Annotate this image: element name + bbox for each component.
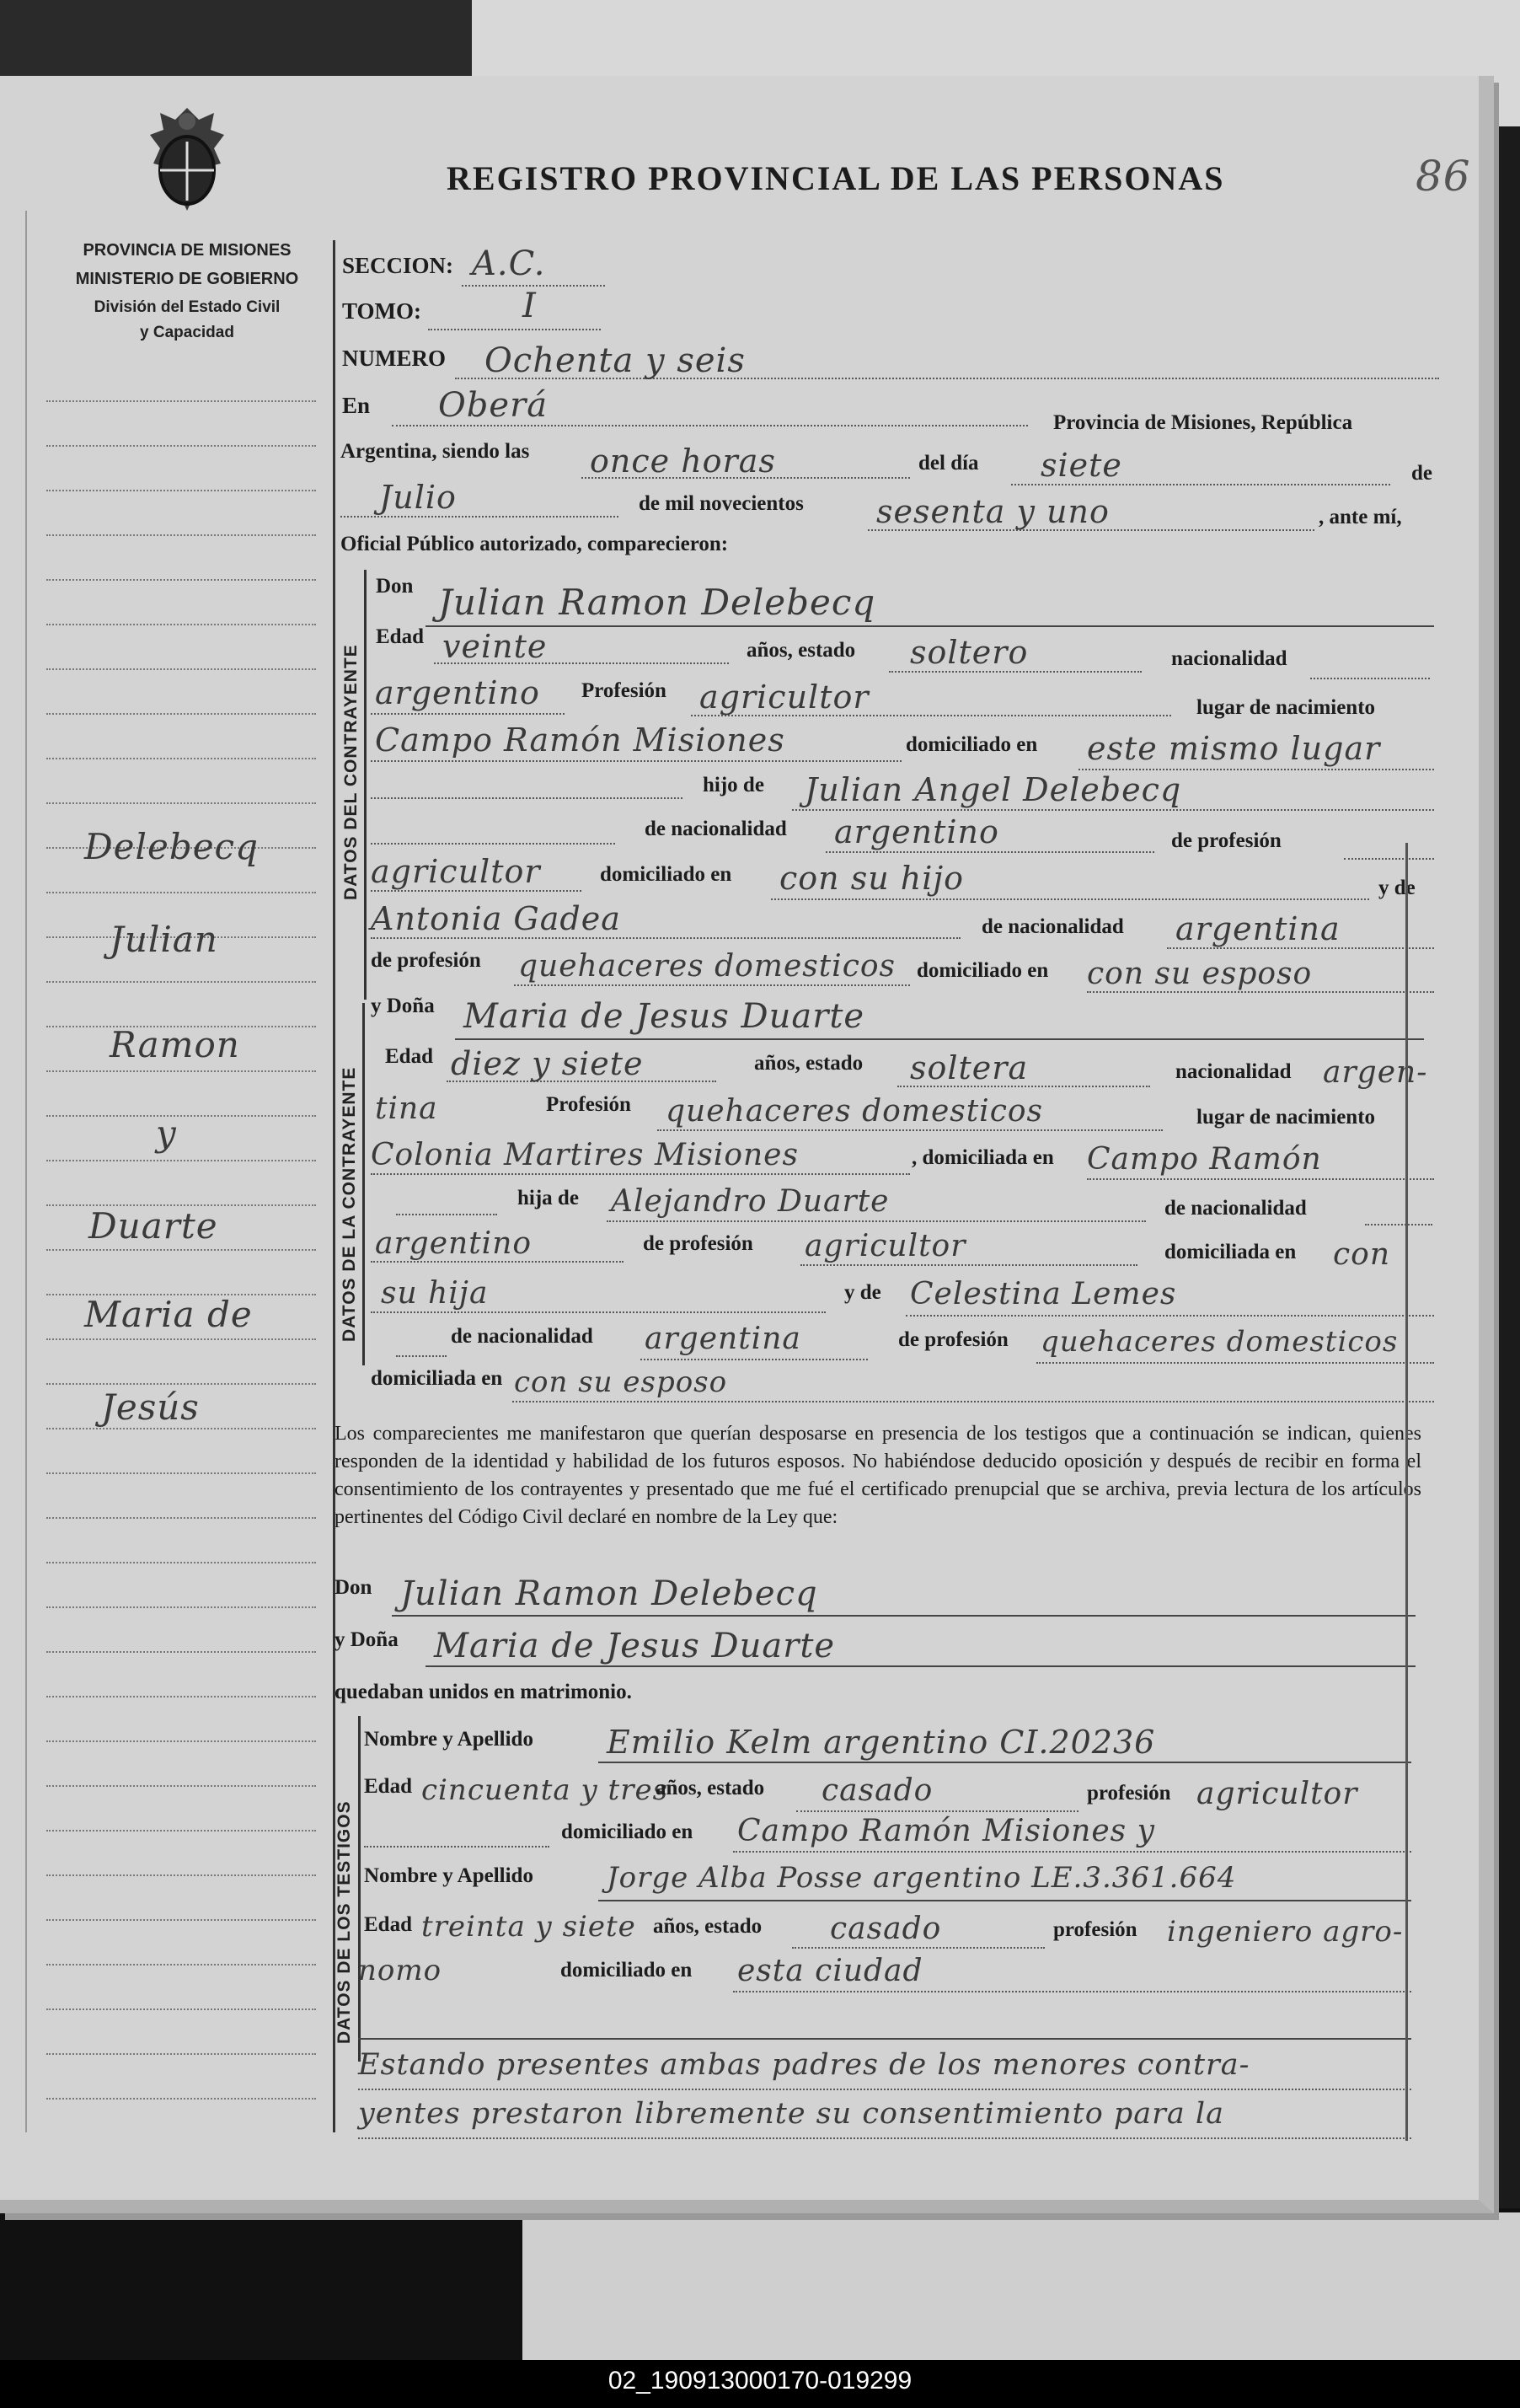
- groom-padre-prof-label: de profesión: [1171, 829, 1282, 852]
- t2-edad: treinta y siete: [421, 1910, 636, 1944]
- tomo-value: I: [522, 287, 537, 325]
- t1-nombre: Emilio Kelm argentino CI.20236: [607, 1724, 1156, 1761]
- margin-line: [46, 1338, 316, 1340]
- bride-lugar-label: lugar de nacimiento: [1196, 1106, 1376, 1129]
- provincia-text: Provincia de Misiones, República: [1053, 411, 1353, 434]
- t2-nombre-line: [598, 1900, 1411, 1901]
- t2-estado-line: [792, 1947, 1045, 1949]
- groom-domiciliado-label: domiciliado en: [906, 733, 1038, 756]
- margin-line: [46, 1964, 316, 1966]
- contrayente-section-label: DATOS DEL CONTRAYENTE: [341, 644, 361, 900]
- t2-domiciliado-label: domiciliado en: [560, 1959, 693, 1982]
- right-rule: [1405, 843, 1408, 2141]
- t2-profesion: ingeniero agro-: [1167, 1915, 1404, 1949]
- org-line-4: y Capacidad: [140, 324, 234, 341]
- image-caption: 02_190913000170-019299: [607, 2367, 913, 2395]
- t2-nombre: Jorge Alba Posse argentino LE.3.361.664: [607, 1861, 1237, 1895]
- numero-value: Ochenta y seis: [484, 341, 746, 380]
- t1-domicilio-line: [733, 1851, 1411, 1853]
- bride-nacionalidad-label: nacionalidad: [1175, 1060, 1292, 1083]
- groom-padre: Julian Angel Delebecq: [805, 771, 1182, 808]
- groom-anos-estado: años, estado: [747, 639, 856, 662]
- background-bottom-light: [522, 2212, 1520, 2360]
- margin-note-3: Ramon: [110, 1024, 240, 1065]
- margin-line: [46, 2053, 316, 2055]
- numero-label: NUMERO: [342, 346, 446, 371]
- margin-line: [46, 713, 316, 715]
- bride-madre: Celestina Lemes: [910, 1277, 1177, 1311]
- t1-edad-label: Edad: [364, 1775, 412, 1798]
- t1-estado: casado: [822, 1773, 934, 1808]
- testigos-bracket: [358, 1716, 361, 2062]
- margin-note-5: Duarte: [88, 1205, 218, 1247]
- bride-madre-dom-label: domiciliada en: [371, 1367, 503, 1390]
- decl-don-line: [392, 1615, 1416, 1617]
- margin-line: [46, 1606, 316, 1608]
- bride-padre-nac-label: de nacionalidad: [1164, 1197, 1307, 1220]
- t1-edad: cincuenta y tres: [421, 1773, 669, 1807]
- groom-madre-nac-line: [1167, 947, 1434, 949]
- bride-padre-nacionalidad: argentino: [375, 1226, 533, 1261]
- margin-line: [46, 758, 316, 759]
- margin-line: [46, 1249, 316, 1251]
- groom-profesion: agricultor: [699, 678, 870, 716]
- groom-lugar-line: [371, 760, 902, 762]
- groom-lugar-label: lugar de nacimiento: [1196, 696, 1376, 719]
- margin-line: [46, 1517, 316, 1519]
- bride-profesion: quehaceres domesticos: [666, 1094, 1044, 1129]
- t2-anos-estado: años, estado: [653, 1915, 763, 1938]
- bride-madre-prof-line: [1036, 1362, 1434, 1364]
- nota-line-bottom: [358, 2137, 1411, 2139]
- margin-line: [46, 1472, 316, 1474]
- margin-line: [46, 445, 316, 447]
- nota-line-2: yentes prestaron libremente su consentimiento para la: [358, 2097, 1224, 2131]
- bride-padre-prof-label: de profesión: [643, 1232, 753, 1255]
- dona-line: [455, 1038, 1424, 1040]
- margin-line: [46, 802, 316, 804]
- groom-estado: soltero: [910, 634, 1029, 671]
- groom-padre-prof-line: [1344, 858, 1434, 860]
- groom-madre-nac-label: de nacionalidad: [982, 915, 1124, 938]
- en-label: En: [342, 393, 371, 418]
- groom-madre-dom-line: [1087, 991, 1434, 993]
- bride-edad-label: Edad: [385, 1045, 433, 1068]
- tomo-line: [428, 329, 601, 330]
- en-value: Oberá: [438, 386, 549, 425]
- tomo-label: TOMO:: [342, 298, 421, 324]
- don-line: [425, 625, 1434, 627]
- t1-domicilio: Campo Ramón Misiones y: [737, 1814, 1155, 1848]
- seccion-value: A.C.: [472, 244, 546, 283]
- groom-y-de-label: y de: [1378, 877, 1416, 899]
- bride-anos-estado: años, estado: [754, 1052, 864, 1075]
- groom-padre-nac-label: de nacionalidad: [645, 818, 787, 840]
- groom-nacionalidad-label: nacionalidad: [1171, 647, 1287, 670]
- nota-line-mid: [358, 2089, 1411, 2090]
- en-line: [392, 425, 1028, 426]
- groom-name: Julian Ramon Delebecq: [438, 582, 876, 623]
- margin-line: [46, 2098, 316, 2100]
- decl-dona-label: y Doña: [335, 1628, 399, 1651]
- decl-don-label: Don: [335, 1576, 372, 1599]
- bride-nacionalidad-b: tina: [375, 1091, 438, 1126]
- t2-profesion-label: profesión: [1053, 1918, 1137, 1941]
- margin-line: [46, 1919, 316, 1921]
- bride-madre-nac-line: [640, 1359, 868, 1360]
- decl-don-name: Julian Ramon Delebecq: [400, 1574, 818, 1613]
- mes-line: [340, 516, 618, 518]
- bride-madre-prof-label: de profesión: [898, 1328, 1009, 1351]
- bride-padre-nac-line: [1365, 1224, 1432, 1225]
- margin-line: [46, 1562, 316, 1563]
- t2-nombre-label: Nombre y Apellido: [364, 1864, 533, 1887]
- margin-line: [46, 1383, 316, 1385]
- bride-padre-nac-line2: [371, 1261, 624, 1263]
- groom-madre-dom-label: domiciliado en: [917, 959, 1049, 982]
- anio-value: sesenta y uno: [876, 493, 1110, 530]
- margin-line: [46, 668, 316, 670]
- margin-line: [46, 400, 316, 402]
- groom-madre-prof-label: de profesión: [371, 949, 481, 972]
- decl-unidos: quedaban unidos en matrimonio.: [335, 1681, 632, 1703]
- bride-profesion-line: [657, 1129, 1163, 1131]
- bride-hija-de-label: hija de: [517, 1187, 579, 1209]
- org-line-1: PROVINCIA DE MISIONES: [83, 241, 292, 260]
- margin-line: [46, 1115, 316, 1117]
- bride-padre-domicilio-a: con: [1333, 1237, 1391, 1272]
- groom-edad-label: Edad: [376, 625, 424, 648]
- margin-line: [46, 1070, 316, 1072]
- groom-padre-line: [792, 809, 1434, 811]
- bride-lugar-line: [371, 1173, 910, 1175]
- decl-dona-name: Maria de Jesus Duarte: [434, 1627, 836, 1665]
- bride-padre-profesion: agricultor: [805, 1229, 966, 1263]
- margin-line: [46, 1651, 316, 1653]
- contrayente-bracket: [364, 570, 367, 1000]
- margin-rule: [25, 211, 29, 2132]
- argentina-text: Argentina, siendo las: [340, 440, 530, 463]
- bride-blank-line2: [396, 1355, 447, 1357]
- groom-domicilio: este mismo lugar: [1087, 730, 1381, 767]
- margin-line: [46, 534, 316, 536]
- bride-padre-line: [607, 1220, 1146, 1222]
- groom-hijo-de-label: hijo de: [703, 774, 764, 796]
- bride-domicilio-line: [1087, 1178, 1434, 1180]
- ante-text: , ante mí,: [1319, 506, 1402, 528]
- oficial-text: Oficial Público autorizado, comparecieron:: [340, 533, 729, 555]
- margin-note-2: Julian: [110, 919, 218, 960]
- org-line-2: MINISTERIO DE GOBIERNO: [75, 270, 299, 288]
- groom-madre-nacionalidad: argentina: [1175, 910, 1341, 947]
- bride-padre-dom-line: [371, 1311, 826, 1313]
- t1-profesion-label: profesión: [1087, 1782, 1171, 1805]
- groom-madre-domicilio: con su esposo: [1087, 957, 1313, 991]
- t2-profesion-b: nomo: [358, 1954, 442, 1987]
- margin-line: [46, 1740, 316, 1742]
- margin-line: [46, 2008, 316, 2010]
- groom-edad: veinte: [442, 628, 548, 665]
- groom-padre-dom-line: [771, 898, 1369, 900]
- declaration-paragraph: Los comparecientes me manifestaron que querían desposarse en presencia de los testigos que a continuación se indican, quienes responden de la identidad y habilidad de los futuros esposos. No habiéndose deducido oposición y después de recibir en forma el consentimiento de los contrayentes y presentado que me fué el certificado prenupcial que se archiva, previa lectura de los artículos pertinentes del Código Civil declaré en nombre de la Ley que:: [335, 1423, 1421, 1528]
- bride-estado: soltera: [910, 1049, 1029, 1086]
- dia-value: siete: [1041, 447, 1122, 484]
- margin-line: [46, 1428, 316, 1429]
- contrayente2-bracket: [362, 1003, 365, 1365]
- page-title: REGISTRO PROVINCIAL DE LAS PERSONAS: [447, 159, 1225, 197]
- bride-domicilio: Campo Ramón: [1087, 1142, 1322, 1177]
- bride-profesion-label: Profesión: [546, 1093, 631, 1116]
- hora-value: once horas: [590, 442, 776, 480]
- bride-madre-nac-label: de nacionalidad: [451, 1325, 593, 1348]
- margin-line: [46, 1160, 316, 1161]
- dia-line: [1011, 484, 1390, 485]
- margin-line: [46, 1874, 316, 1876]
- de-text: de: [1411, 462, 1432, 485]
- groom-madre-prof-line: [514, 984, 910, 986]
- bride-y-de-label: y de: [844, 1281, 881, 1304]
- coat-of-arms-icon: [136, 101, 238, 219]
- contrayente2-section-label: DATOS DE LA CONTRAYENTE: [340, 1066, 359, 1342]
- margin-note-1: Delebecq: [84, 826, 259, 867]
- t1-blank-line: [364, 1846, 549, 1848]
- mes-value: Julio: [379, 479, 457, 516]
- bride-madre-line: [906, 1315, 1434, 1317]
- nota-line-1: Estando presentes ambas padres de los menores contra-: [358, 2048, 1250, 2082]
- t1-anos-estado: años, estado: [656, 1777, 765, 1799]
- page-number: 86: [1416, 152, 1471, 201]
- bride-padre-dom-label: domiciliada en: [1164, 1241, 1297, 1263]
- groom-padre-domicilio: con su hijo: [779, 860, 965, 897]
- t2-estado: casado: [830, 1912, 942, 1946]
- t1-domiciliado-label: domiciliado en: [561, 1821, 693, 1843]
- groom-madre: Antonia Gadea: [371, 900, 621, 937]
- groom-padre-dom-label: domiciliado en: [600, 863, 732, 886]
- t1-nombre-line: [598, 1762, 1411, 1763]
- bride-edad: diez y siete: [451, 1045, 644, 1082]
- t2-domicilio-line: [733, 1991, 1411, 1992]
- bride-lugar: Colonia Martires Misiones: [371, 1138, 799, 1172]
- decl-dona-line: [425, 1665, 1416, 1667]
- groom-nacionalidad: argentino: [375, 674, 540, 711]
- margin-line: [46, 490, 316, 491]
- groom-blank-line2: [371, 843, 615, 845]
- don-label: Don: [376, 575, 414, 598]
- groom-madre-line: [371, 937, 961, 939]
- bride-madre-nacionalidad: argentina: [645, 1322, 801, 1356]
- margin-line: [46, 579, 316, 581]
- margin-note-7: Jesús: [101, 1386, 200, 1428]
- nota-line-top: [358, 2038, 1411, 2040]
- bride-padre-domicilio-b: su hija: [381, 1276, 489, 1311]
- testigos-section-label: DATOS DE LOS TESTIGOS: [335, 1800, 354, 2044]
- margin-note-6: Maria de: [84, 1294, 253, 1335]
- bride-blank-line: [396, 1214, 497, 1215]
- margin-line: [46, 1696, 316, 1697]
- bride-madre-profesion: quehaceres domesticos: [1041, 1325, 1399, 1359]
- groom-nac-line: [1310, 678, 1430, 679]
- groom-blank-line: [371, 797, 682, 799]
- groom-profesion-label: Profesión: [581, 679, 666, 702]
- margin-line: [46, 1830, 316, 1831]
- t2-edad-label: Edad: [364, 1913, 412, 1936]
- bride-domiciliada-label: , domiciliada en: [912, 1146, 1054, 1169]
- bride-madre-dom-line: [512, 1401, 1434, 1402]
- margin-line: [46, 981, 316, 983]
- t1-nombre-label: Nombre y Apellido: [364, 1728, 533, 1751]
- bride-padre: Alejandro Duarte: [611, 1184, 890, 1219]
- margin-line: [46, 892, 316, 893]
- groom-padre-nac-line: [826, 851, 1154, 853]
- groom-madre-profesion: quehaceres domesticos: [518, 949, 896, 984]
- seccion-label: SECCION:: [342, 253, 454, 278]
- bride-padre-prof-line: [800, 1264, 1137, 1266]
- groom-nac-line2: [371, 713, 565, 715]
- del-dia-text: del día: [918, 452, 979, 475]
- margin-line: [46, 1785, 316, 1787]
- margin-line: [46, 624, 316, 625]
- groom-padre-profesion: agricultor: [371, 853, 541, 890]
- groom-lugar: Campo Ramón Misiones: [375, 721, 785, 759]
- org-line-3: División del Estado Civil: [94, 298, 281, 316]
- t1-profesion: agricultor: [1196, 1777, 1358, 1811]
- groom-padre-prof-line2: [371, 890, 581, 892]
- groom-estado-line: [889, 671, 1142, 673]
- groom-padre-nacionalidad: argentino: [834, 813, 999, 850]
- dona-label: y Doña: [371, 995, 435, 1017]
- bride-name: Maria de Jesus Duarte: [463, 997, 865, 1036]
- groom-domicilio-line: [1078, 769, 1434, 770]
- mil-text: de mil novecientos: [639, 492, 804, 515]
- margin-note-4: y: [156, 1113, 177, 1154]
- t1-estado-line: [796, 1810, 1078, 1812]
- bride-madre-domicilio: con su esposo: [514, 1365, 728, 1399]
- t2-domicilio: esta ciudad: [737, 1954, 923, 1988]
- bride-nacionalidad-a: argen-: [1323, 1055, 1428, 1090]
